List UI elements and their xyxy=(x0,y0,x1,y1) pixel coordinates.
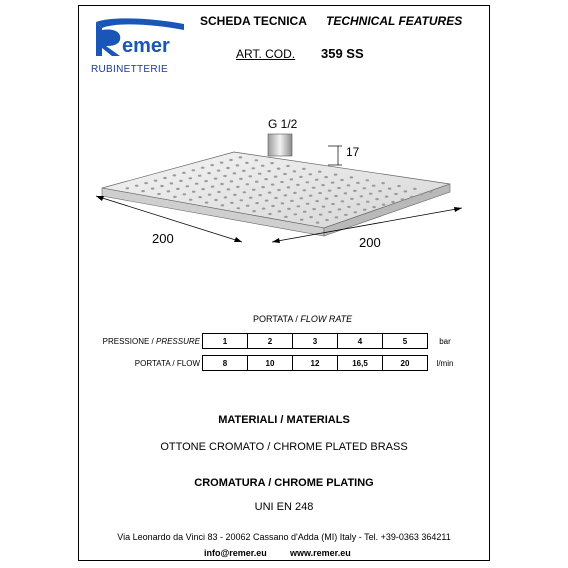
nozzle-dot xyxy=(179,180,183,182)
nozzle-dot xyxy=(340,179,344,181)
nozzle-dot xyxy=(322,206,326,208)
nozzle-dot xyxy=(306,181,310,183)
nozzle-dot xyxy=(270,162,274,164)
nozzle-dot xyxy=(227,188,231,190)
website-link[interactable]: www.remer.eu xyxy=(290,548,351,558)
flow-cell: 8 xyxy=(203,356,248,371)
nozzle-dot xyxy=(420,193,424,195)
nozzle-dot xyxy=(296,184,300,186)
nozzle-dot xyxy=(157,193,161,195)
nozzle-dot xyxy=(316,222,320,224)
pressure-row xyxy=(93,334,462,349)
nozzle-dot xyxy=(325,198,329,200)
plating-value: UNI EN 248 xyxy=(254,501,314,513)
nozzle-dot xyxy=(309,216,313,218)
nozzle-dot xyxy=(271,184,275,186)
nozzle-dot xyxy=(217,170,221,172)
nozzle-dot xyxy=(163,177,167,179)
nozzle-dot xyxy=(284,194,288,196)
nozzle-dot xyxy=(237,207,241,209)
width-dimension-right: 200 xyxy=(359,235,381,250)
nozzle-dot xyxy=(350,176,354,178)
thread-label: G 1/2 xyxy=(268,117,298,131)
nozzle-dot xyxy=(207,172,211,174)
nozzle-dot xyxy=(337,187,341,189)
nozzle-dot xyxy=(160,185,164,187)
nozzle-dot xyxy=(198,196,202,198)
plating-title: CROMATURA / CHROME PLATING xyxy=(194,477,374,489)
nozzle-dot xyxy=(290,178,294,180)
nozzle-dot xyxy=(236,164,240,166)
nozzle-dot xyxy=(369,193,373,195)
nozzle-dot xyxy=(205,202,209,204)
nozzle-dot xyxy=(350,198,354,200)
nozzle-dot xyxy=(334,174,338,176)
nozzle-dot xyxy=(328,211,332,213)
spacer-row xyxy=(93,349,462,356)
nozzle-dot xyxy=(204,180,208,182)
nozzle-dot xyxy=(176,188,180,190)
nozzle-dot xyxy=(173,174,177,176)
nozzle-dot xyxy=(309,195,313,197)
nozzle-dot xyxy=(189,199,193,201)
nozzle-dot xyxy=(135,185,139,187)
nozzle-dot xyxy=(186,185,190,187)
nozzle-dot xyxy=(144,182,148,184)
nozzle-dot xyxy=(220,162,224,164)
nozzle-dot xyxy=(201,188,205,190)
nozzle-dot xyxy=(214,199,218,201)
nozzle-dot xyxy=(335,216,339,218)
nozzle-dot xyxy=(211,186,215,188)
nozzle-dot xyxy=(192,169,196,171)
nozzle-dot xyxy=(239,178,243,180)
flow-label: PORTATA / FLOW xyxy=(134,358,200,368)
nozzle-dot xyxy=(401,198,405,200)
nozzle-dot xyxy=(226,167,230,169)
nozzle-dot xyxy=(224,196,228,198)
nozzle-dot xyxy=(324,176,328,178)
nozzle-dot xyxy=(357,203,361,205)
nozzle-dot xyxy=(274,176,278,178)
nozzle-dot xyxy=(249,197,253,199)
nozzle-dot xyxy=(303,211,307,213)
nozzle-dot xyxy=(366,179,370,181)
nozzle-dot xyxy=(385,196,389,198)
nozzle-dot xyxy=(198,175,202,177)
nozzle-dot xyxy=(173,196,177,198)
nozzle-dot xyxy=(287,186,291,188)
nozzle-dot xyxy=(372,185,376,187)
nozzle-dot xyxy=(274,197,278,199)
flow-unit: l/min xyxy=(436,358,454,368)
nozzle-dot xyxy=(375,198,379,200)
nozzle-dot xyxy=(252,167,256,169)
flow-row xyxy=(93,356,462,371)
nozzle-dot xyxy=(378,190,382,192)
pressure-cell: 5 xyxy=(383,334,428,349)
nozzle-dot xyxy=(233,194,237,196)
nozzle-dot xyxy=(354,211,358,213)
nozzle-dot xyxy=(319,214,323,216)
nozzle-dot xyxy=(286,165,290,167)
nozzle-dot xyxy=(221,204,225,206)
flow-cell: 16,5 xyxy=(338,356,383,371)
nozzle-dot xyxy=(397,185,401,187)
nozzle-dot xyxy=(315,179,319,181)
nozzle-dot xyxy=(277,189,281,191)
nozzle-dot xyxy=(264,178,268,180)
nozzle-dot xyxy=(214,178,218,180)
nozzle-dot xyxy=(230,180,234,182)
nozzle-dot xyxy=(302,168,306,170)
nozzle-dot xyxy=(233,172,237,174)
art-cod-label: ART. COD. xyxy=(236,47,296,61)
nozzle-dot xyxy=(230,202,234,204)
nozzle-dot xyxy=(300,219,304,221)
nozzle-dot xyxy=(242,170,246,172)
nozzle-dot xyxy=(284,216,288,218)
nozzle-dot xyxy=(315,200,319,202)
nozzle-dot xyxy=(277,168,281,170)
nozzle-dot xyxy=(240,199,244,201)
nozzle-dot xyxy=(297,205,301,207)
nozzle-dot xyxy=(255,159,259,161)
nozzle-dot xyxy=(347,184,351,186)
scheda-tecnica-title: SCHEDA TECNICA xyxy=(200,14,307,28)
flow-rate-table xyxy=(93,333,462,371)
nozzle-dot xyxy=(300,197,304,199)
height-dimension: 17 xyxy=(346,145,360,159)
nozzle-dot xyxy=(268,213,272,215)
nozzle-dot xyxy=(363,187,367,189)
flow-cell: 20 xyxy=(383,356,428,371)
nozzle-dot xyxy=(309,173,313,175)
nozzle-dot xyxy=(353,190,357,192)
company-address: Via Leonardo da Vinci 83 - 20062 Cassano d'Adda (MI) Italy - Tel. +39-0363 364211 xyxy=(117,532,451,542)
nozzle-dot xyxy=(391,201,395,203)
nozzle-dot xyxy=(413,188,417,190)
nozzle-dot xyxy=(255,202,259,204)
nozzle-dot xyxy=(261,165,265,167)
nozzle-dot xyxy=(265,200,269,202)
nozzle-dot xyxy=(338,208,342,210)
nozzle-dot xyxy=(306,203,310,205)
nozzle-dot xyxy=(154,180,158,182)
pressure-cell: 3 xyxy=(293,334,338,349)
materials-title: MATERIALI / MATERIALS xyxy=(218,414,350,426)
nozzle-dot xyxy=(141,190,145,192)
nozzle-dot xyxy=(410,196,414,198)
nozzle-dot xyxy=(303,189,307,191)
technical-features-title: TECHNICAL FEATURES xyxy=(326,14,463,28)
article-code: 359 SS xyxy=(321,46,364,61)
nozzle-dot xyxy=(280,181,284,183)
nozzle-dot xyxy=(381,182,385,184)
nozzle-dot xyxy=(258,173,262,175)
nozzle-dot xyxy=(312,208,316,210)
nozzle-dot xyxy=(261,186,265,188)
nozzle-dot xyxy=(182,172,186,174)
nozzle-dot xyxy=(255,181,259,183)
nozzle-dot xyxy=(249,175,253,177)
nozzle-dot xyxy=(331,182,335,184)
nozzle-dot xyxy=(293,192,297,194)
materials-value: OTTONE CROMATO / CHROME PLATED BRASS xyxy=(160,441,408,453)
nozzle-dot xyxy=(344,214,348,216)
nozzle-dot xyxy=(192,191,196,193)
nozzle-dot xyxy=(321,184,325,186)
nozzle-dot xyxy=(223,175,227,177)
logo-subtitle: RUBINETTERIE xyxy=(91,64,168,75)
nozzle-dot xyxy=(283,173,287,175)
nozzle-dot xyxy=(151,188,155,190)
nozzle-dot xyxy=(252,189,256,191)
width-dimension-left: 200 xyxy=(152,231,174,246)
nozzle-dot xyxy=(290,200,294,202)
nozzle-dot xyxy=(246,205,250,207)
pressure-cell: 4 xyxy=(338,334,383,349)
nozzle-dot xyxy=(344,192,348,194)
nozzle-dot xyxy=(356,182,360,184)
nozzle-dot xyxy=(208,194,212,196)
nozzle-dot xyxy=(183,193,187,195)
nozzle-dot xyxy=(318,171,322,173)
nozzle-dot xyxy=(429,191,433,193)
nozzle-dot xyxy=(267,170,271,172)
nozzle-dot xyxy=(382,204,386,206)
remer-logo xyxy=(92,16,188,62)
nozzle-dot xyxy=(170,182,174,184)
nozzle-dot xyxy=(299,176,303,178)
shower-head-drawing xyxy=(92,110,472,260)
nozzle-dot xyxy=(312,187,316,189)
nozzle-dot xyxy=(189,177,193,179)
nozzle-dot xyxy=(360,195,364,197)
nozzle-dot xyxy=(126,187,130,189)
nozzle-dot xyxy=(287,208,291,210)
nozzle-dot xyxy=(236,186,240,188)
nozzle-dot xyxy=(366,201,370,203)
nozzle-dot xyxy=(334,195,338,197)
flow-rate-title: PORTATA / FLOW RATE xyxy=(253,314,353,324)
nozzle-dot xyxy=(325,219,329,221)
pressure-label: PRESSIONE / PRESSURE xyxy=(102,336,200,346)
nozzle-dot xyxy=(268,192,272,194)
nozzle-dot xyxy=(293,170,297,172)
nozzle-dot xyxy=(252,210,256,212)
email-link[interactable]: info@remer.eu xyxy=(204,548,267,558)
nozzle-dot xyxy=(363,209,367,211)
nozzle-dot xyxy=(318,192,322,194)
nozzle-dot xyxy=(271,205,275,207)
pressure-cell: 1 xyxy=(203,334,248,349)
nozzle-dot xyxy=(372,206,376,208)
nozzle-dot xyxy=(347,206,351,208)
nozzle-dot xyxy=(239,156,243,158)
nozzle-dot xyxy=(394,193,398,195)
nozzle-dot xyxy=(331,203,335,205)
pressure-unit: bar xyxy=(439,336,451,346)
flow-cell: 10 xyxy=(248,356,293,371)
nozzle-dot xyxy=(229,159,233,161)
svg-text:emer: emer xyxy=(122,35,170,57)
nozzle-dot xyxy=(278,210,282,212)
nozzle-dot xyxy=(167,190,171,192)
nozzle-dot xyxy=(195,183,199,185)
nozzle-dot xyxy=(294,213,298,215)
nozzle-dot xyxy=(246,183,250,185)
nozzle-dot xyxy=(388,188,392,190)
nozzle-dot xyxy=(217,191,221,193)
flow-cell: 12 xyxy=(293,356,338,371)
nozzle-dot xyxy=(262,208,266,210)
nozzle-dot xyxy=(243,191,247,193)
nozzle-dot xyxy=(328,190,332,192)
nozzle-dot xyxy=(281,202,285,204)
nozzle-dot xyxy=(220,183,224,185)
nozzle-dot xyxy=(404,190,408,192)
nozzle-dot xyxy=(210,164,214,166)
pressure-cell: 2 xyxy=(248,334,293,349)
nozzle-dot xyxy=(258,194,262,196)
nozzle-dot xyxy=(245,162,249,164)
nozzle-dot xyxy=(201,167,205,169)
nozzle-dot xyxy=(341,200,345,202)
